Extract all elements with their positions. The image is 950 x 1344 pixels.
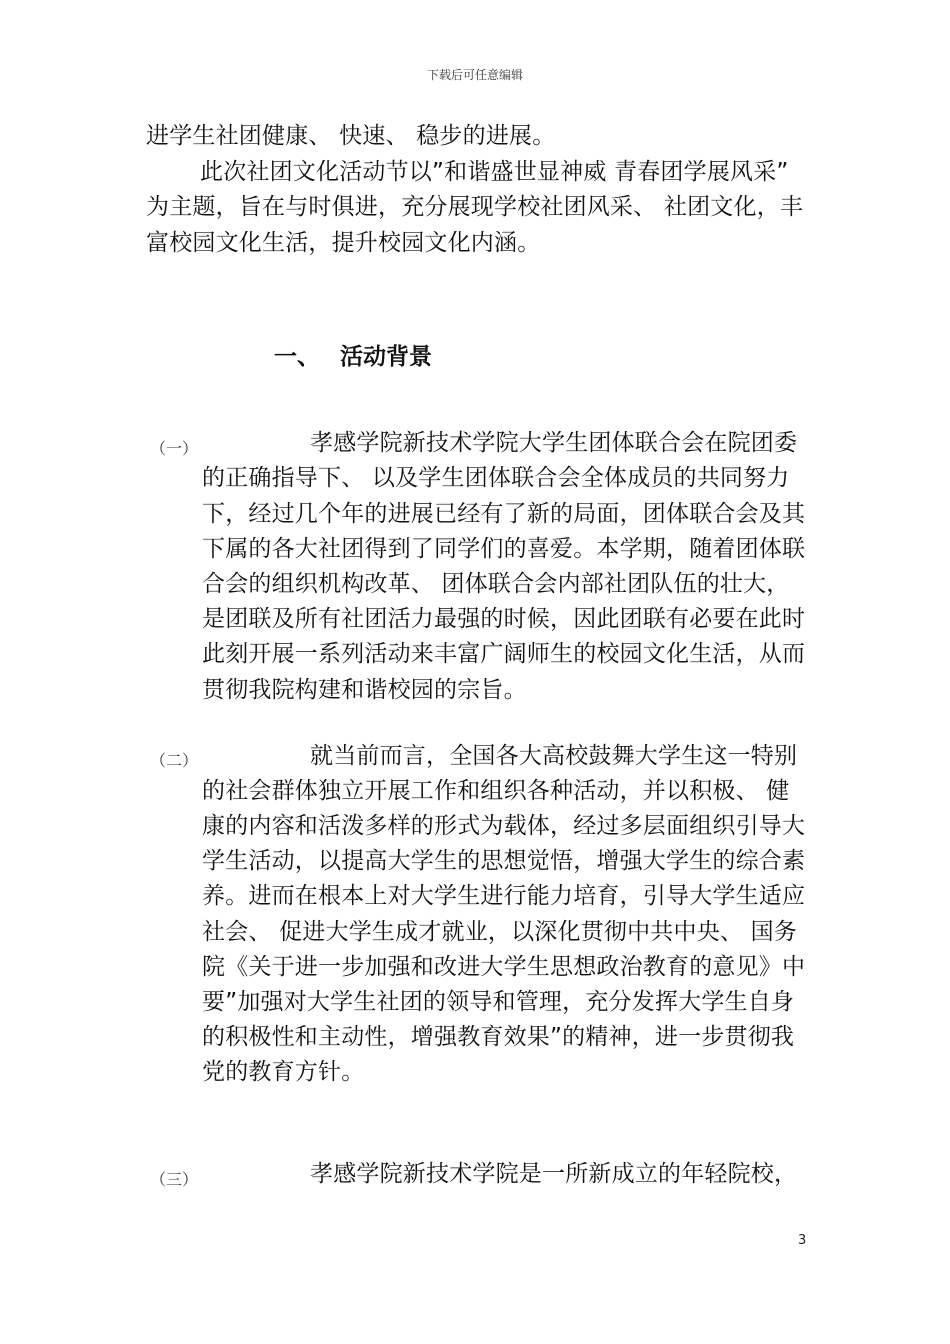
paragraph-line: 养。进而在根本上对大学生进行能力培育，引导大学生适应 xyxy=(202,883,806,909)
section-heading-number: 一、 xyxy=(274,344,320,370)
paragraph-line: 学生活动，以提高大学生的思想觉悟，增强大学生的综合素 xyxy=(202,848,806,874)
paragraph-line: 的积极性和主动性，增强教育效果”的精神，进一步贯彻我 xyxy=(202,1024,795,1050)
intro-line: 富校园文化生活，提升校园文化内涵。 xyxy=(146,230,541,256)
page-header: 下载后可任意编辑 xyxy=(426,68,523,82)
paragraph-line: 下，经过几个年的进展已经有了新的局面，团体联合会及其 xyxy=(202,501,806,527)
section-label: （三） xyxy=(150,1170,199,1189)
paragraph-line: 康的内容和活泼多样的形式为载体，经过多层面组织引导大 xyxy=(202,813,806,839)
paragraph-line: 的社会群体独立开展工作和组织各种活动，并以积极、 健 xyxy=(202,778,790,804)
paragraph-line: 社会、 促进大学生成才就业，以深化贯彻中共中央、 国务 xyxy=(202,919,798,945)
paragraph-line: 要”加强对大学生社团的领导和管理，充分发挥大学生自身 xyxy=(202,989,795,1015)
paragraph-line: 此刻开展一系列活动来丰富广阔师生的校园文化生活，从而 xyxy=(202,641,806,667)
section-label: （一） xyxy=(150,439,199,458)
paragraph-line: 孝感学院新技术学院是一所新成立的年轻院校， xyxy=(310,1161,798,1187)
section-label: （二） xyxy=(150,751,199,770)
paragraph-line: 贯彻我院构建和谐校园的宗旨。 xyxy=(202,677,527,703)
paragraph-line: 下属的各大社团得到了同学们的喜爱。本学期，随着团体联 xyxy=(202,536,806,562)
section-heading xyxy=(274,338,432,371)
paragraph-line: 是团联及所有社团活力最强的时候，因此团联有必要在此时 xyxy=(202,606,806,632)
paragraph-line: 合会的组织机构改革、 团体联合会内部社团队伍的壮大， xyxy=(202,571,790,597)
paragraph-line: 院《关于进一步加强和改进大学生思想政治教育的意见》中 xyxy=(202,954,806,980)
section-heading-title: 活动背景 xyxy=(340,344,432,370)
paragraph-line: 孝感学院新技术学院大学生团体联合会在院团委 xyxy=(310,430,798,456)
page-number: 3 xyxy=(798,1233,807,1248)
paragraph-line: 的正确指导下、 以及学生团体联合会全体成员的共同努力 xyxy=(202,465,790,491)
intro-line: 此次社团文化活动节以”和谐盛世显神威 青春团学展风采” xyxy=(200,159,789,185)
intro-line: 进学生社团健康、 快速、 稳步的进展。 xyxy=(146,123,556,149)
paragraph-line: 党的教育方针。 xyxy=(202,1059,365,1085)
intro-line: 为主题，旨在与时俱进，充分展现学校社团风采、 社团文化，丰 xyxy=(146,194,804,220)
paragraph-line: 就当前而言，全国各大高校鼓舞大学生这一特别 xyxy=(310,743,798,769)
